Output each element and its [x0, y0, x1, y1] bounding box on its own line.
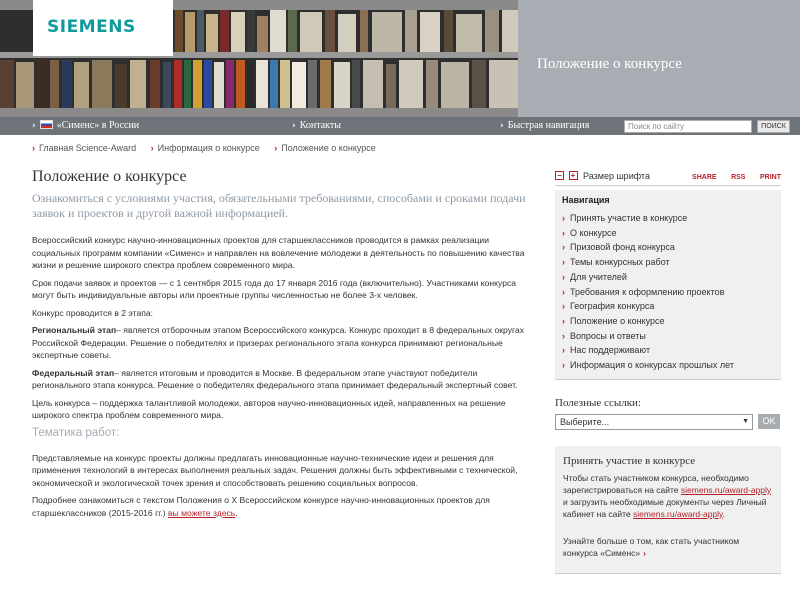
paragraph-deadline: Срок подачи заявок и проектов — с 1 сентября 2015 года до 17 января 2016 года (включительно). Участниками конкурса могут быть индивидуальные авторы или проектные группы численностью не более 3-х человек.: [32, 277, 517, 300]
nav-item-label: Нас поддерживают: [570, 345, 651, 356]
ok-button[interactable]: OK: [758, 414, 780, 429]
paragraph-stages: Конкурс проводится в 2 этапа:: [32, 307, 154, 318]
contacts-link[interactable]: [292, 120, 341, 131]
region-label: «Сименс» в России: [56, 120, 140, 131]
nav-item-label: Принять участие в конкурсе: [570, 213, 688, 223]
quick-nav-label: Быстрая навигация: [507, 120, 590, 131]
promo-text: [563, 472, 773, 520]
print-icon[interactable]: PRINT: [760, 174, 781, 181]
nav-item-label: Информация о конкурсах прошлых лет: [570, 360, 734, 371]
lead-text: Ознакомиться с условиями участия, обязательными требованиями, способами и сроками подачи заявок и проектов и другой важной информацией.: [32, 191, 526, 220]
nav-item-label: Положение о конкурсе: [570, 315, 665, 326]
paragraph-regional: [32, 324, 535, 362]
nav-item-past-contests[interactable]: [562, 358, 774, 373]
header-title-panel: [518, 0, 800, 117]
nav-item-participate[interactable]: [562, 211, 774, 226]
chevron-right-icon: ›: [500, 121, 504, 131]
share-icon[interactable]: SHARE: [692, 174, 717, 181]
chevron-right-icon: ›: [562, 257, 565, 268]
promo-more-label: Узнайте больше о том, как стать участником конкурса «Сименс»: [563, 535, 740, 558]
chevron-right-icon: ›: [562, 301, 565, 312]
promo-text-part: Чтобы стать участником конкурса, необходимо зарегистрироваться на сайте: [563, 472, 749, 495]
chevron-right-icon: ›: [562, 242, 565, 253]
useful-links-row: [555, 414, 781, 430]
font-size-tools: [555, 170, 781, 186]
region-link[interactable]: [32, 120, 139, 131]
nav-item-label: Для учителей: [570, 271, 627, 282]
federal-stage-text: – является итоговым и проводится в Москве. В федеральном этапе участвуют победители регионального этапа конкурса. Решение о победителях федерального этапа принимает федеральный экспертный совет.: [32, 367, 518, 390]
page-title: Положение о конкурсе: [32, 168, 187, 185]
regulations-link[interactable]: вы можете здесь: [167, 507, 236, 518]
regional-stage-text: – является отборочным этапом Всероссийского конкурса. Конкурс проходит в 8 федеральных округах Российской Федерации. Решение о победителях и призерах регионального этапа конкурса принимают региональные экспертные советы.: [32, 325, 525, 360]
chevron-right-icon: ›: [643, 547, 646, 558]
participate-promo-box: [555, 446, 781, 574]
chevron-right-icon: ›: [562, 213, 565, 223]
more-text: Подробнее ознакомиться с текстом Положения о X Всероссийском конкурсе научно-инновационных проектов для старшеклассников (2015-2016 гг.): [32, 495, 490, 518]
nav-item-prize-fund[interactable]: [562, 240, 774, 255]
nav-item-label: География конкурса: [570, 301, 655, 312]
breadcrumb-label: Главная Science-Award: [39, 143, 137, 153]
chevron-right-icon: ›: [562, 227, 565, 238]
breadcrumb-label: Положение о конкурсе: [281, 143, 376, 153]
award-apply-link-2[interactable]: siemens.ru/award-apply: [633, 508, 723, 519]
nav-item-label: Вопросы и ответы: [570, 330, 646, 341]
nav-item-requirements[interactable]: [562, 285, 774, 300]
navigation-title: Навигация: [562, 195, 610, 205]
header-title: Положение о конкурсе: [537, 56, 682, 72]
rss-icon[interactable]: RSS: [731, 174, 746, 181]
nav-item-supporters[interactable]: [562, 343, 774, 358]
nav-item-label: О конкурсе: [570, 227, 617, 238]
header: [0, 0, 800, 117]
main-content: [32, 168, 535, 524]
nav-item-label: Темы конкурсных работ: [570, 257, 670, 268]
chevron-right-icon: ›: [274, 143, 278, 153]
paragraph-goal: Цель конкурса – поддержка талантливой молодежи, авторов научно-инновационных идей, направленных на решение широкого спектра проблем современного мира.: [32, 397, 506, 420]
topics-heading: Тематика работ:: [32, 426, 120, 439]
more-text-end: .: [235, 507, 238, 518]
search-button[interactable]: ПОИСК: [757, 120, 790, 133]
paragraph-intro: Всероссийский конкурс научно-инновационных проектов для старшеклассников проводится в рамках реализации социальных программ компании «Сименс» и направлен на вовлечение молодежи в деятельность по повышению качества жизни и решение широкого спектра проблем современного мира.: [32, 235, 525, 270]
chevron-right-icon: ›: [562, 360, 565, 371]
chevron-right-icon: ›: [150, 143, 154, 153]
chevron-down-icon: ▼: [742, 417, 749, 425]
promo-more-link[interactable]: [563, 535, 773, 559]
chevron-right-icon: ›: [32, 121, 36, 131]
chevron-right-icon: ›: [562, 286, 565, 297]
navigation-box: [555, 190, 781, 380]
nav-item-faq[interactable]: [562, 329, 774, 344]
page-tools: [680, 171, 781, 181]
font-size-label: Размер шрифта: [583, 170, 650, 181]
breadcrumb: [32, 143, 388, 153]
breadcrumb-item-info[interactable]: [151, 143, 260, 153]
regional-stage-label: Региональный этап: [32, 325, 117, 335]
font-decrease-button[interactable]: −: [555, 171, 564, 180]
nav-item-regulations[interactable]: [562, 314, 774, 329]
nav-item-label: Требования к оформлению проектов: [570, 286, 725, 297]
paragraph-topics: Представляемые на конкурс проекты должны предлагать инновационные научно-технические идеи и решения для применения технологий в интересах выполнения реальных задач. Решения должны быть эффективными с технической, экономической и экологической точек зрения и способствовать решению социальных вопросов.: [32, 452, 518, 488]
nav-item-teachers[interactable]: [562, 270, 774, 285]
promo-text-part: и загрузить необходимые документы через Личный кабинет на сайте: [563, 496, 767, 519]
chevron-right-icon: ›: [562, 345, 565, 356]
paragraph-more: [32, 494, 535, 519]
chevron-right-icon: ›: [562, 271, 565, 282]
chevron-right-icon: ›: [562, 330, 565, 341]
quick-nav-link[interactable]: [500, 120, 589, 131]
chevron-right-icon: ›: [32, 143, 35, 153]
nav-item-about[interactable]: [562, 226, 774, 241]
useful-links-select[interactable]: [555, 414, 753, 430]
promo-text-part: .: [722, 508, 726, 519]
logo-container[interactable]: [33, 0, 173, 56]
useful-links-label: Полезные ссылки:: [555, 396, 641, 409]
siemens-logo[interactable]: SIEMENS: [47, 17, 136, 37]
contacts-label: Контакты: [299, 120, 341, 131]
paragraph-federal: [32, 367, 535, 392]
search-input[interactable]: Поиск по сайту: [624, 120, 752, 133]
breadcrumb-item-home[interactable]: [32, 143, 136, 153]
award-apply-link[interactable]: siemens.ru/award-apply: [680, 484, 772, 495]
nav-item-label: Призовой фонд конкурса: [570, 242, 675, 253]
breadcrumb-label: Информация о конкурсе: [157, 143, 260, 153]
select-value: Выберите...: [560, 416, 610, 427]
breadcrumb-item-current[interactable]: [274, 143, 376, 153]
nav-item-geography[interactable]: [562, 299, 774, 314]
chevron-right-icon: ›: [562, 315, 565, 326]
right-sidebar: [555, 170, 781, 574]
font-increase-button[interactable]: +: [569, 171, 578, 180]
federal-stage-label: Федеральный этап: [32, 367, 115, 378]
nav-item-topics[interactable]: [562, 255, 774, 270]
promo-title: Принять участие в конкурсе: [563, 454, 696, 467]
russia-flag-icon: [40, 120, 53, 129]
chevron-right-icon: ›: [292, 121, 296, 131]
bookshelf-banner: [0, 0, 518, 117]
